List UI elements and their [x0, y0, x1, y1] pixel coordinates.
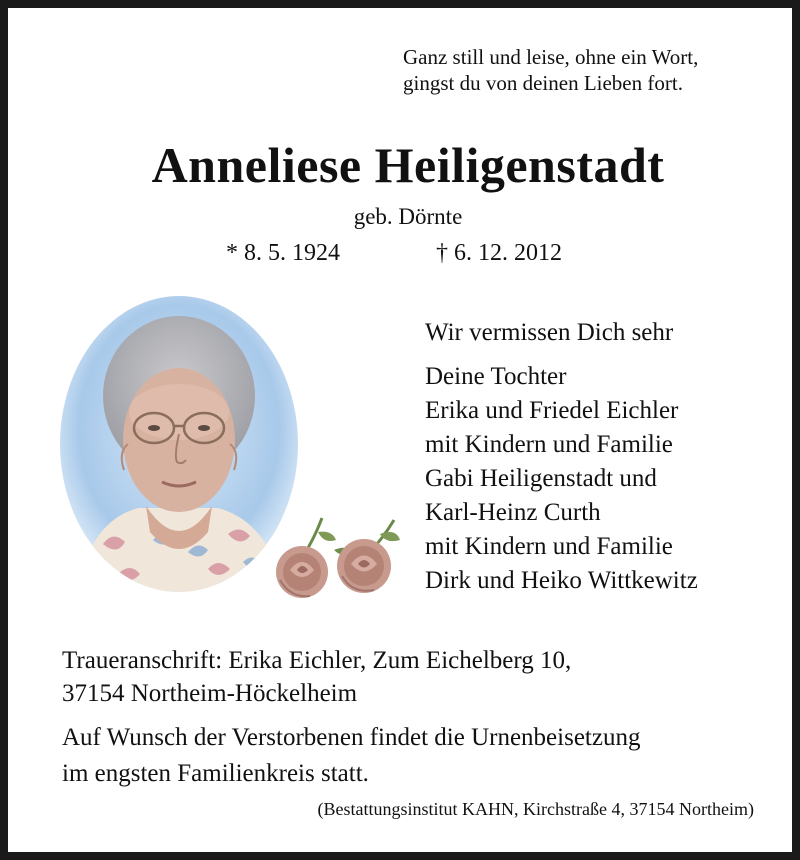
mourner-line: mit Kindern und Familie [425, 533, 673, 560]
mourning-address [62, 644, 571, 710]
birth-name: geb. Dörnte [353, 204, 463, 229]
mourner-line: Gabi Heiligenstadt und [425, 465, 657, 492]
mourner-line: Karl-Heinz Curth [425, 499, 601, 526]
birth-date: * 8. 5. 1924 [226, 240, 340, 266]
mourners-motto: Wir vermissen Dich sehr [425, 319, 674, 346]
mourners-block [425, 316, 698, 598]
undertaker-credit: (Bestattungsinstitut KAHN, Kirchstraße 4, 37154 Northeim) [317, 799, 754, 819]
deceased-name: Anneliese Heiligenstadt [151, 137, 665, 193]
mourner-line: Erika und Friedel Eichler [425, 397, 679, 424]
poem-line-1: Ganz still und leise, ohne ein Wort, [403, 45, 699, 69]
burial-line-1: Auf Wunsch der Verstorbenen findet die Urnenbeisetzung [62, 724, 641, 751]
portrait-photo [58, 294, 300, 594]
address-line-2: 37154 Northeim-Höckelheim [62, 680, 358, 707]
burial-notice [62, 720, 640, 792]
death-date: † 6. 12. 2012 [436, 240, 562, 266]
burial-line-2: im engsten Familienkreis statt. [62, 760, 369, 787]
mourner-line: Deine Tochter [425, 363, 567, 390]
poem-line-2: gingst du von deinen Lieben fort. [403, 71, 683, 95]
mourner-line: mit Kindern und Familie [425, 431, 673, 458]
address-line-1: Traueranschrift: Erika Eichler, Zum Eichelberg 10, [62, 647, 572, 674]
mourner-line: Dirk und Heiko Wittkewitz [425, 567, 698, 594]
roses-icon [270, 510, 406, 608]
poem-verse [403, 44, 763, 96]
